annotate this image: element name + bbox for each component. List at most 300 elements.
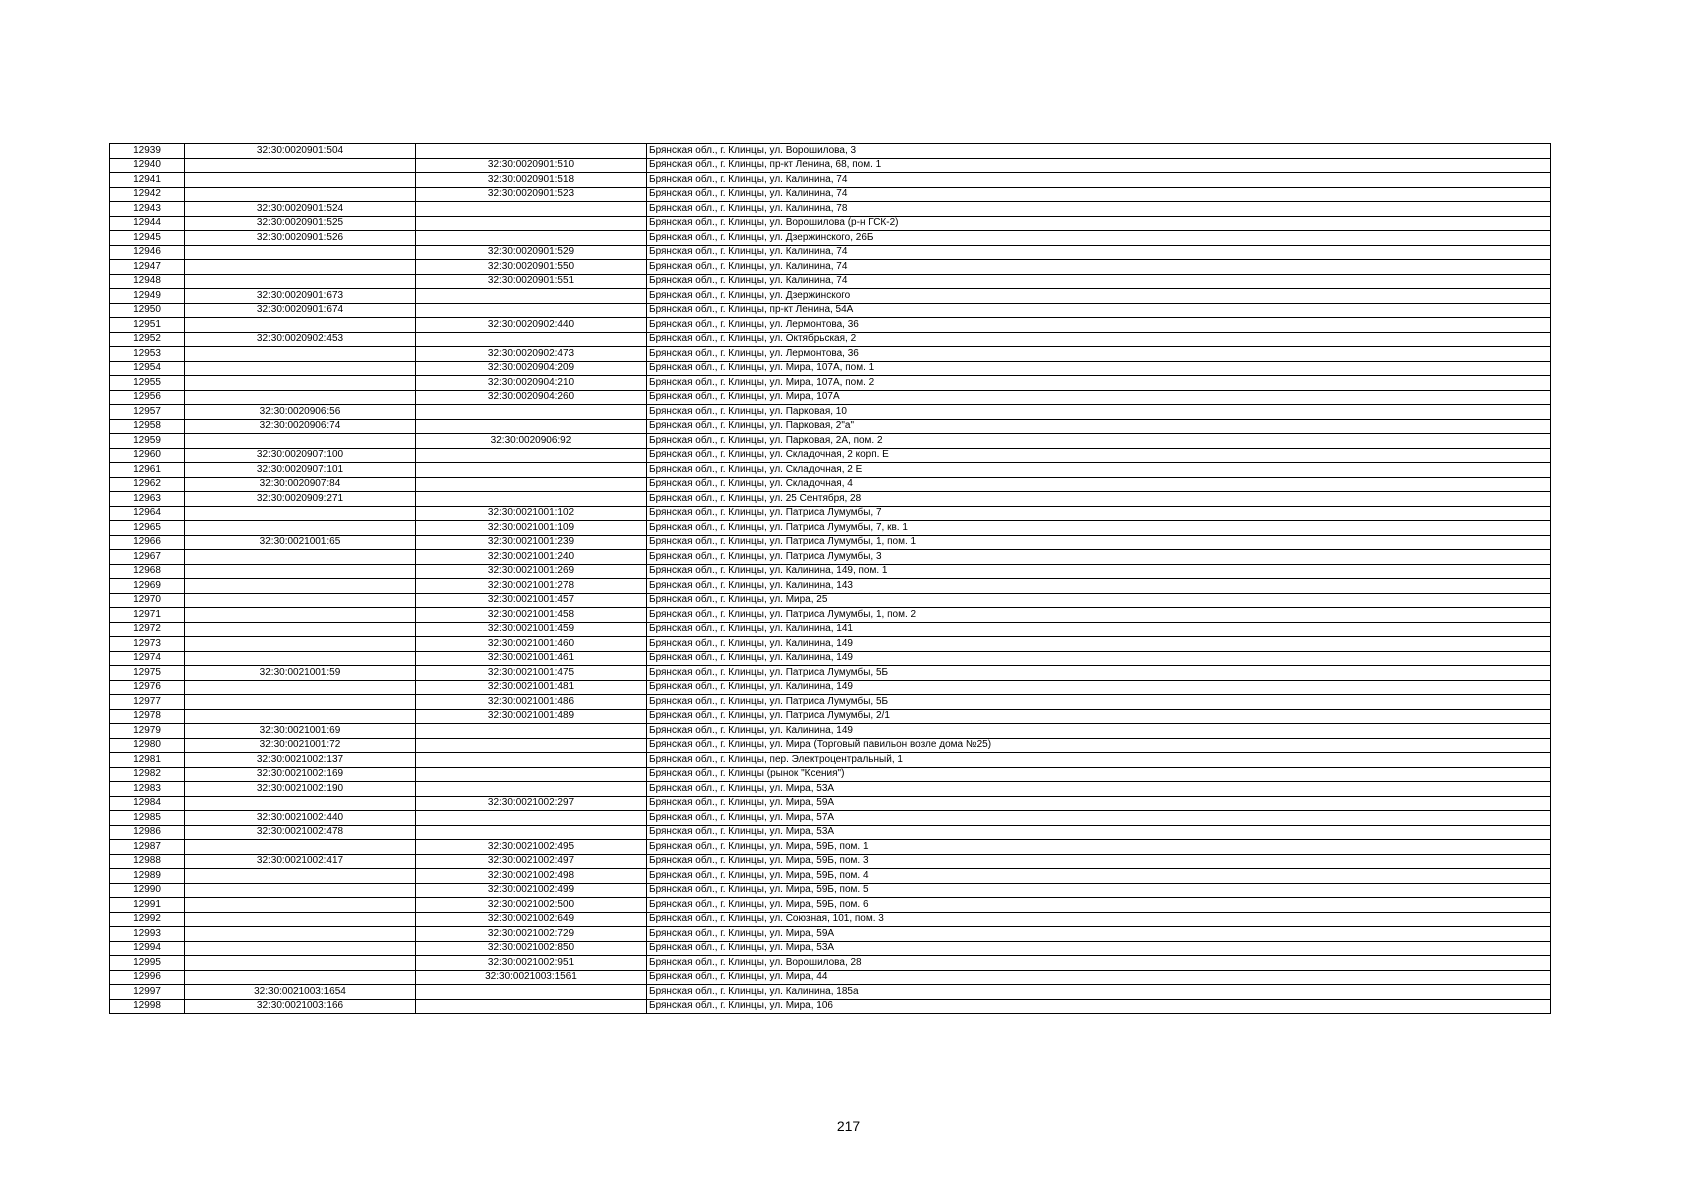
row-number-cell: 12947 — [110, 260, 185, 275]
address-cell: Брянская обл., г. Клинцы, ул. Патриса Лумумбы, 5Б — [647, 695, 1551, 710]
row-number-cell: 12985 — [110, 811, 185, 826]
table-row — [110, 173, 1551, 188]
cadastral-number-cell — [185, 550, 416, 565]
address-cell: Брянская обл., г. Клинцы, ул. Складочная, 2 Е — [647, 463, 1551, 478]
related-cadastral-number-cell: 32:30:0021001:489 — [416, 709, 647, 724]
table-row — [110, 970, 1551, 985]
related-cadastral-number-cell — [416, 477, 647, 492]
row-number-cell: 12981 — [110, 753, 185, 768]
address-cell: Брянская обл., г. Клинцы, ул. Патриса Лумумбы, 3 — [647, 550, 1551, 565]
cadastral-number-cell — [185, 695, 416, 710]
row-number-cell: 12968 — [110, 564, 185, 579]
row-number-cell: 12996 — [110, 970, 185, 985]
address-cell: Брянская обл., г. Клинцы, ул. Калинина, 143 — [647, 579, 1551, 594]
address-cell: Брянская обл., г. Клинцы, ул. Мира, 107А, пом. 1 — [647, 361, 1551, 376]
table-row — [110, 999, 1551, 1014]
cadastral-number-cell: 32:30:0020907:84 — [185, 477, 416, 492]
row-number-cell: 12949 — [110, 289, 185, 304]
cadastral-number-cell: 32:30:0020906:74 — [185, 419, 416, 434]
table-row — [110, 956, 1551, 971]
related-cadastral-number-cell — [416, 289, 647, 304]
table-row — [110, 651, 1551, 666]
related-cadastral-number-cell: 32:30:0020906:92 — [416, 434, 647, 449]
address-cell: Брянская обл., г. Клинцы, ул. Мира, 107А, пом. 2 — [647, 376, 1551, 391]
cadastral-number-cell: 32:30:0021002:137 — [185, 753, 416, 768]
related-cadastral-number-cell — [416, 738, 647, 753]
address-cell: Брянская обл., г. Клинцы, ул. Мира, 53А — [647, 941, 1551, 956]
address-cell: Брянская обл., г. Клинцы, ул. Калинина, 74 — [647, 274, 1551, 289]
related-cadastral-number-cell — [416, 985, 647, 1000]
table-row — [110, 985, 1551, 1000]
table-row — [110, 144, 1551, 159]
cadastral-number-cell: 32:30:0021002:440 — [185, 811, 416, 826]
row-number-cell: 12954 — [110, 361, 185, 376]
row-number-cell: 12971 — [110, 608, 185, 623]
row-number-cell: 12966 — [110, 535, 185, 550]
related-cadastral-number-cell: 32:30:0021002:850 — [416, 941, 647, 956]
cadastral-number-cell — [185, 245, 416, 260]
row-number-cell: 12945 — [110, 231, 185, 246]
cadastral-number-cell: 32:30:0020907:101 — [185, 463, 416, 478]
row-number-cell: 12944 — [110, 216, 185, 231]
related-cadastral-number-cell: 32:30:0021002:951 — [416, 956, 647, 971]
table-row — [110, 506, 1551, 521]
cadastral-number-cell — [185, 347, 416, 362]
cadastral-number-cell — [185, 260, 416, 275]
table-row — [110, 666, 1551, 681]
address-cell: Брянская обл., г. Клинцы, ул. Мира, 107А — [647, 390, 1551, 405]
table-row — [110, 695, 1551, 710]
row-number-cell: 12994 — [110, 941, 185, 956]
cadastral-number-cell — [185, 941, 416, 956]
related-cadastral-number-cell: 32:30:0020901:529 — [416, 245, 647, 260]
cadastral-number-cell — [185, 361, 416, 376]
row-number-cell: 12975 — [110, 666, 185, 681]
related-cadastral-number-cell — [416, 811, 647, 826]
table-row — [110, 361, 1551, 376]
related-cadastral-number-cell: 32:30:0021002:498 — [416, 869, 647, 884]
table-row — [110, 564, 1551, 579]
row-number-cell: 12965 — [110, 521, 185, 536]
cadastral-number-cell: 32:30:0020901:525 — [185, 216, 416, 231]
related-cadastral-number-cell — [416, 782, 647, 797]
row-number-cell: 12960 — [110, 448, 185, 463]
related-cadastral-number-cell — [416, 999, 647, 1014]
related-cadastral-number-cell: 32:30:0021001:481 — [416, 680, 647, 695]
table-row — [110, 825, 1551, 840]
address-cell: Брянская обл., г. Клинцы, ул. Мира, 106 — [647, 999, 1551, 1014]
cadastral-number-cell — [185, 158, 416, 173]
address-cell: Брянская обл., г. Клинцы, ул. Калинина, 74 — [647, 245, 1551, 260]
related-cadastral-number-cell: 32:30:0021002:495 — [416, 840, 647, 855]
address-cell: Брянская обл., г. Клинцы, ул. Патриса Лумумбы, 7, кв. 1 — [647, 521, 1551, 536]
related-cadastral-number-cell: 32:30:0021001:457 — [416, 593, 647, 608]
row-number-cell: 12986 — [110, 825, 185, 840]
related-cadastral-number-cell: 32:30:0021001:109 — [416, 521, 647, 536]
row-number-cell: 12958 — [110, 419, 185, 434]
related-cadastral-number-cell: 32:30:0020902:473 — [416, 347, 647, 362]
address-cell: Брянская обл., г. Клинцы, ул. Ворошилова, 28 — [647, 956, 1551, 971]
address-cell: Брянская обл., г. Клинцы, ул. Мира (Торговый павильон возле дома №25) — [647, 738, 1551, 753]
address-cell: Брянская обл., г. Клинцы, ул. Мира, 59А — [647, 927, 1551, 942]
table-row — [110, 622, 1551, 637]
table-row — [110, 593, 1551, 608]
cadastral-number-cell — [185, 680, 416, 695]
address-cell: Брянская обл., г. Клинцы, ул. Лермонтова, 36 — [647, 318, 1551, 333]
related-cadastral-number-cell: 32:30:0021002:500 — [416, 898, 647, 913]
table-row — [110, 376, 1551, 391]
row-number-cell: 12988 — [110, 854, 185, 869]
cadastral-number-cell — [185, 274, 416, 289]
table-row — [110, 405, 1551, 420]
table-row — [110, 289, 1551, 304]
related-cadastral-number-cell: 32:30:0021001:240 — [416, 550, 647, 565]
cadastral-number-cell — [185, 434, 416, 449]
address-cell: Брянская обл., г. Клинцы, ул. Дзержинского — [647, 289, 1551, 304]
row-number-cell: 12980 — [110, 738, 185, 753]
row-number-cell: 12984 — [110, 796, 185, 811]
cadastral-number-cell — [185, 506, 416, 521]
cadastral-number-cell: 32:30:0020901:526 — [185, 231, 416, 246]
row-number-cell: 12940 — [110, 158, 185, 173]
cadastral-number-cell — [185, 187, 416, 202]
cadastral-number-cell: 32:30:0020902:453 — [185, 332, 416, 347]
address-cell: Брянская обл., г. Клинцы, ул. Калинина, 149 — [647, 724, 1551, 739]
related-cadastral-number-cell — [416, 463, 647, 478]
related-cadastral-number-cell — [416, 231, 647, 246]
cadastral-number-cell: 32:30:0021001:69 — [185, 724, 416, 739]
cadastral-number-cell — [185, 564, 416, 579]
row-number-cell: 12961 — [110, 463, 185, 478]
row-number-cell: 12989 — [110, 869, 185, 884]
related-cadastral-number-cell — [416, 303, 647, 318]
row-number-cell: 12992 — [110, 912, 185, 927]
related-cadastral-number-cell: 32:30:0021003:1561 — [416, 970, 647, 985]
address-cell: Брянская обл., г. Клинцы, ул. Октябрьская, 2 — [647, 332, 1551, 347]
address-cell: Брянская обл., г. Клинцы, ул. Мира, 59Б, пом. 5 — [647, 883, 1551, 898]
cadastral-number-cell: 32:30:0020901:504 — [185, 144, 416, 159]
cadastral-number-cell — [185, 376, 416, 391]
address-cell: Брянская обл., г. Клинцы, ул. Ворошилова (р-н ГСК-2) — [647, 216, 1551, 231]
row-number-cell: 12967 — [110, 550, 185, 565]
related-cadastral-number-cell: 32:30:0020904:260 — [416, 390, 647, 405]
address-cell: Брянская обл., г. Клинцы, ул. Калинина, 149, пом. 1 — [647, 564, 1551, 579]
address-cell: Брянская обл., г. Клинцы, ул. Складочная, 2 корп. Е — [647, 448, 1551, 463]
related-cadastral-number-cell: 32:30:0020901:523 — [416, 187, 647, 202]
related-cadastral-number-cell — [416, 724, 647, 739]
table-row — [110, 680, 1551, 695]
cadastral-number-cell — [185, 898, 416, 913]
related-cadastral-number-cell — [416, 405, 647, 420]
cadastral-number-cell — [185, 608, 416, 623]
address-cell: Брянская обл., г. Клинцы, ул. Калинина, 74 — [647, 173, 1551, 188]
related-cadastral-number-cell: 32:30:0021002:297 — [416, 796, 647, 811]
related-cadastral-number-cell: 32:30:0021002:649 — [416, 912, 647, 927]
table-row — [110, 245, 1551, 260]
row-number-cell: 12951 — [110, 318, 185, 333]
address-cell: Брянская обл., г. Клинцы, ул. Мира, 59Б, пом. 3 — [647, 854, 1551, 869]
cadastral-number-cell — [185, 709, 416, 724]
related-cadastral-number-cell — [416, 492, 647, 507]
address-cell: Брянская обл., г. Клинцы, ул. Мира, 59Б, пом. 4 — [647, 869, 1551, 884]
address-cell: Брянская обл., г. Клинцы, ул. Лермонтова, 36 — [647, 347, 1551, 362]
address-cell: Брянская обл., г. Клинцы, ул. Парковая, 2А, пом. 2 — [647, 434, 1551, 449]
cadastral-number-cell: 32:30:0020901:674 — [185, 303, 416, 318]
row-number-cell: 12942 — [110, 187, 185, 202]
table-row — [110, 767, 1551, 782]
cadastral-number-cell: 32:30:0020901:524 — [185, 202, 416, 217]
related-cadastral-number-cell: 32:30:0021001:460 — [416, 637, 647, 652]
table-row — [110, 637, 1551, 652]
address-cell: Брянская обл., г. Клинцы, ул. 25 Сентября, 28 — [647, 492, 1551, 507]
cadastral-number-cell: 32:30:0021002:417 — [185, 854, 416, 869]
cadastral-number-cell: 32:30:0021001:65 — [185, 535, 416, 550]
address-cell: Брянская обл., г. Клинцы, ул. Калинина, 149 — [647, 651, 1551, 666]
row-number-cell: 12987 — [110, 840, 185, 855]
address-cell: Брянская обл., г. Клинцы, ул. Мира, 53А — [647, 782, 1551, 797]
row-number-cell: 12997 — [110, 985, 185, 1000]
cadastral-number-cell: 32:30:0021002:169 — [185, 767, 416, 782]
row-number-cell: 12943 — [110, 202, 185, 217]
cadastral-number-cell: 32:30:0020909:271 — [185, 492, 416, 507]
address-cell: Брянская обл., г. Клинцы, пр-кт Ленина, 54А — [647, 303, 1551, 318]
row-number-cell: 12976 — [110, 680, 185, 695]
table-row — [110, 927, 1551, 942]
row-number-cell: 12941 — [110, 173, 185, 188]
row-number-cell: 12993 — [110, 927, 185, 942]
related-cadastral-number-cell: 32:30:0021001:461 — [416, 651, 647, 666]
address-cell: Брянская обл., г. Клинцы, ул. Мира, 25 — [647, 593, 1551, 608]
row-number-cell: 12955 — [110, 376, 185, 391]
related-cadastral-number-cell: 32:30:0021001:486 — [416, 695, 647, 710]
table-row — [110, 187, 1551, 202]
row-number-cell: 12952 — [110, 332, 185, 347]
row-number-cell: 12972 — [110, 622, 185, 637]
address-cell: Брянская обл., г. Клинцы, ул. Мира, 59Б, пом. 6 — [647, 898, 1551, 913]
related-cadastral-number-cell — [416, 753, 647, 768]
related-cadastral-number-cell: 32:30:0021001:458 — [416, 608, 647, 623]
row-number-cell: 12977 — [110, 695, 185, 710]
table-row — [110, 811, 1551, 826]
table-row — [110, 854, 1551, 869]
table-row — [110, 738, 1551, 753]
related-cadastral-number-cell — [416, 144, 647, 159]
row-number-cell: 12950 — [110, 303, 185, 318]
cadastral-number-cell — [185, 637, 416, 652]
table-row — [110, 535, 1551, 550]
table-row — [110, 840, 1551, 855]
related-cadastral-number-cell — [416, 332, 647, 347]
table-row — [110, 724, 1551, 739]
address-cell: Брянская обл., г. Клинцы, ул. Калинина, 149 — [647, 680, 1551, 695]
address-cell: Брянская обл., г. Клинцы, ул. Патриса Лумумбы, 2/1 — [647, 709, 1551, 724]
cadastral-number-cell — [185, 651, 416, 666]
cadastral-number-cell — [185, 390, 416, 405]
related-cadastral-number-cell: 32:30:0020904:209 — [416, 361, 647, 376]
row-number-cell: 12939 — [110, 144, 185, 159]
cadastral-number-cell — [185, 869, 416, 884]
related-cadastral-number-cell — [416, 825, 647, 840]
related-cadastral-number-cell: 32:30:0020902:440 — [416, 318, 647, 333]
address-cell: Брянская обл., г. Клинцы, ул. Мира, 59А — [647, 796, 1551, 811]
table-row — [110, 434, 1551, 449]
address-cell: Брянская обл., г. Клинцы, ул. Мира, 53А — [647, 825, 1551, 840]
row-number-cell: 12974 — [110, 651, 185, 666]
address-cell: Брянская обл., г. Клинцы, пр-кт Ленина, 68, пом. 1 — [647, 158, 1551, 173]
address-cell: Брянская обл., г. Клинцы, ул. Патриса Лумумбы, 5Б — [647, 666, 1551, 681]
address-cell: Брянская обл., г. Клинцы, ул. Калинина, 141 — [647, 622, 1551, 637]
table-row — [110, 448, 1551, 463]
row-number-cell: 12978 — [110, 709, 185, 724]
table-row — [110, 883, 1551, 898]
address-cell: Брянская обл., г. Клинцы, ул. Патриса Лумумбы, 1, пом. 1 — [647, 535, 1551, 550]
related-cadastral-number-cell — [416, 216, 647, 231]
address-cell: Брянская обл., г. Клинцы, ул. Мира, 57А — [647, 811, 1551, 826]
cadastral-number-cell — [185, 927, 416, 942]
table-row — [110, 579, 1551, 594]
cadastral-number-cell — [185, 318, 416, 333]
table-row — [110, 274, 1551, 289]
table-row — [110, 158, 1551, 173]
row-number-cell: 12946 — [110, 245, 185, 260]
cadastral-number-cell: 32:30:0021003:1654 — [185, 985, 416, 1000]
related-cadastral-number-cell: 32:30:0020901:510 — [416, 158, 647, 173]
cadastral-number-cell — [185, 956, 416, 971]
address-cell: Брянская обл., г. Клинцы, пер. Электроцентральный, 1 — [647, 753, 1551, 768]
row-number-cell: 12973 — [110, 637, 185, 652]
registry-table — [109, 143, 1551, 1014]
cadastral-number-cell: 32:30:0020907:100 — [185, 448, 416, 463]
row-number-cell: 12990 — [110, 883, 185, 898]
table-row — [110, 753, 1551, 768]
table-row — [110, 303, 1551, 318]
table-row — [110, 608, 1551, 623]
registry-table-body — [110, 144, 1551, 1014]
address-cell: Брянская обл., г. Клинцы, ул. Парковая, 2"а" — [647, 419, 1551, 434]
table-row — [110, 390, 1551, 405]
table-row — [110, 550, 1551, 565]
row-number-cell: 12969 — [110, 579, 185, 594]
table-row — [110, 709, 1551, 724]
table-row — [110, 796, 1551, 811]
cadastral-number-cell — [185, 912, 416, 927]
related-cadastral-number-cell: 32:30:0021002:499 — [416, 883, 647, 898]
related-cadastral-number-cell — [416, 767, 647, 782]
related-cadastral-number-cell: 32:30:0021001:239 — [416, 535, 647, 550]
related-cadastral-number-cell: 32:30:0021001:459 — [416, 622, 647, 637]
related-cadastral-number-cell: 32:30:0021001:278 — [416, 579, 647, 594]
address-cell: Брянская обл., г. Клинцы, ул. Калинина, 149 — [647, 637, 1551, 652]
table-row — [110, 941, 1551, 956]
row-number-cell: 12959 — [110, 434, 185, 449]
cadastral-number-cell: 32:30:0021003:166 — [185, 999, 416, 1014]
related-cadastral-number-cell: 32:30:0021001:269 — [416, 564, 647, 579]
related-cadastral-number-cell: 32:30:0021001:475 — [416, 666, 647, 681]
table-row — [110, 782, 1551, 797]
related-cadastral-number-cell — [416, 202, 647, 217]
table-row — [110, 318, 1551, 333]
related-cadastral-number-cell — [416, 419, 647, 434]
row-number-cell: 12953 — [110, 347, 185, 362]
table-row — [110, 231, 1551, 246]
address-cell: Брянская обл., г. Клинцы, ул. Калинина, 78 — [647, 202, 1551, 217]
row-number-cell: 12962 — [110, 477, 185, 492]
table-row — [110, 216, 1551, 231]
table-row — [110, 869, 1551, 884]
cadastral-number-cell: 32:30:0021001:72 — [185, 738, 416, 753]
related-cadastral-number-cell: 32:30:0020904:210 — [416, 376, 647, 391]
table-row — [110, 492, 1551, 507]
related-cadastral-number-cell: 32:30:0020901:550 — [416, 260, 647, 275]
table-row — [110, 898, 1551, 913]
row-number-cell: 12982 — [110, 767, 185, 782]
related-cadastral-number-cell: 32:30:0020901:518 — [416, 173, 647, 188]
row-number-cell: 12964 — [110, 506, 185, 521]
cadastral-number-cell: 32:30:0020906:56 — [185, 405, 416, 420]
address-cell: Брянская обл., г. Клинцы, ул. Калинина, 74 — [647, 260, 1551, 275]
address-cell: Брянская обл., г. Клинцы, ул. Союзная, 101, пом. 3 — [647, 912, 1551, 927]
row-number-cell: 12970 — [110, 593, 185, 608]
address-cell: Брянская обл., г. Клинцы, ул. Калинина, 74 — [647, 187, 1551, 202]
cadastral-number-cell — [185, 521, 416, 536]
address-cell: Брянская обл., г. Клинцы, ул. Калинина, 185а — [647, 985, 1551, 1000]
address-cell: Брянская обл., г. Клинцы, ул. Патриса Лумумбы, 7 — [647, 506, 1551, 521]
cadastral-number-cell — [185, 622, 416, 637]
address-cell: Брянская обл., г. Клинцы, ул. Патриса Лумумбы, 1, пом. 2 — [647, 608, 1551, 623]
table-row — [110, 202, 1551, 217]
row-number-cell: 12983 — [110, 782, 185, 797]
row-number-cell: 12979 — [110, 724, 185, 739]
row-number-cell: 12963 — [110, 492, 185, 507]
address-cell: Брянская обл., г. Клинцы, ул. Ворошилова, 3 — [647, 144, 1551, 159]
table-row — [110, 477, 1551, 492]
address-cell: Брянская обл., г. Клинцы, ул. Мира, 59Б, пом. 1 — [647, 840, 1551, 855]
address-cell: Брянская обл., г. Клинцы, ул. Дзержинского, 26Б — [647, 231, 1551, 246]
cadastral-number-cell — [185, 883, 416, 898]
address-cell: Брянская обл., г. Клинцы, ул. Парковая, 10 — [647, 405, 1551, 420]
cadastral-number-cell: 32:30:0021002:190 — [185, 782, 416, 797]
table-row — [110, 419, 1551, 434]
related-cadastral-number-cell: 32:30:0021001:102 — [416, 506, 647, 521]
cadastral-number-cell: 32:30:0021001:59 — [185, 666, 416, 681]
table-row — [110, 332, 1551, 347]
table-row — [110, 463, 1551, 478]
cadastral-number-cell: 32:30:0021002:478 — [185, 825, 416, 840]
table-row — [110, 260, 1551, 275]
address-cell: Брянская обл., г. Клинцы (рынок "Ксения") — [647, 767, 1551, 782]
table-row — [110, 912, 1551, 927]
cadastral-number-cell — [185, 593, 416, 608]
row-number-cell: 12956 — [110, 390, 185, 405]
related-cadastral-number-cell: 32:30:0021002:729 — [416, 927, 647, 942]
table-row — [110, 347, 1551, 362]
table-row — [110, 521, 1551, 536]
cadastral-number-cell — [185, 840, 416, 855]
cadastral-number-cell — [185, 173, 416, 188]
row-number-cell: 12995 — [110, 956, 185, 971]
address-cell: Брянская обл., г. Клинцы, ул. Мира, 44 — [647, 970, 1551, 985]
related-cadastral-number-cell: 32:30:0020901:551 — [416, 274, 647, 289]
cadastral-number-cell — [185, 579, 416, 594]
row-number-cell: 12948 — [110, 274, 185, 289]
related-cadastral-number-cell: 32:30:0021002:497 — [416, 854, 647, 869]
page-number: 217 — [836, 1118, 861, 1134]
cadastral-number-cell: 32:30:0020901:673 — [185, 289, 416, 304]
row-number-cell: 12957 — [110, 405, 185, 420]
cadastral-number-cell — [185, 970, 416, 985]
row-number-cell: 12991 — [110, 898, 185, 913]
related-cadastral-number-cell — [416, 448, 647, 463]
